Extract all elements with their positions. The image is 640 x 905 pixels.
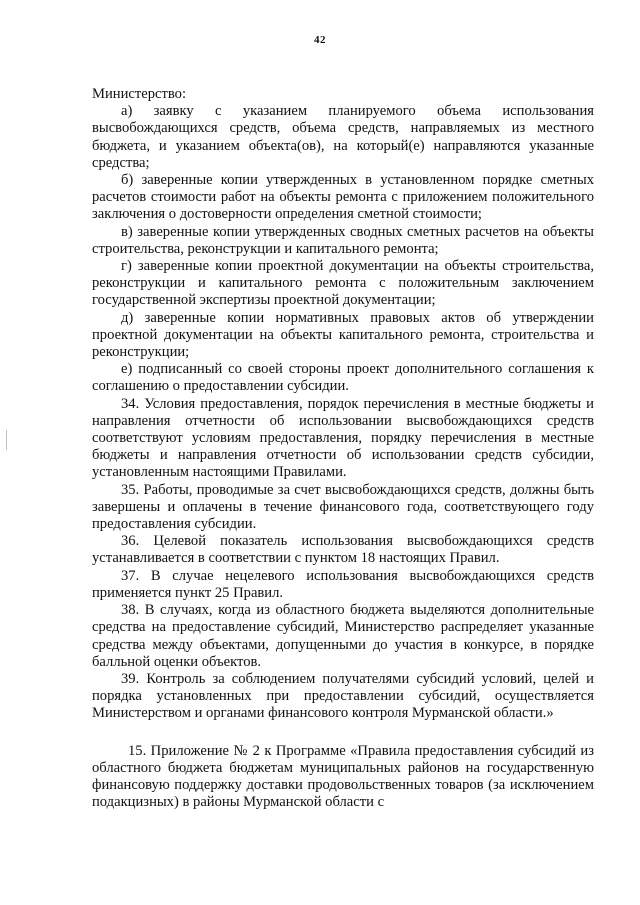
section-gap — [92, 723, 594, 743]
paragraph-36: 36. Целевой показатель использования высвобождающихся средств устанавливается в соответствии с пунктом 18 настоящих Правил. — [92, 533, 594, 567]
paragraph-item-b: б) заверенные копии утвержденных в установленном порядке сметных расчетов стоимости работ на объекты ремонта с приложением положительного заключения о достоверности определения сметной стоимости; — [92, 172, 594, 223]
paragraph-15-appendix: 15. Приложение № 2 к Программе «Правила предоставления субсидий из областного бюджета бюджетам муниципальных районов на государственную финансовую поддержку доставки продовольственных товаров (за исключением подакцизных) в районы Мурманской области с — [92, 742, 594, 811]
paragraph-34: 34. Условия предоставления, порядок перечисления в местные бюджеты и направления отчетности об использовании высвобождающихся средств соответствуют условиям предоставления, порядку перечисления в местные бюджеты и направления отчетности об использовании средств субсидии, установленным настоящими Правилами. — [92, 395, 594, 481]
paragraph-37: 37. В случае нецелевого использования высвобождающихся средств применяется пункт 25 Правил. — [92, 567, 594, 601]
scan-edge-mark — [6, 430, 7, 450]
page-number: 42 — [314, 34, 326, 46]
paragraph-item-d: д) заверенные копии нормативных правовых актов об утверждении проектной документации на объекты капитального ремонта, строительства и реконструкции; — [92, 309, 594, 361]
paragraph-35: 35. Работы, проводимые за счет высвобождающихся средств, должны быть завершены и оплачены в течение финансового года, соответствующего году предоставления субсидии. — [92, 481, 594, 533]
paragraph-item-a: а) заявку с указанием планируемого объема использования высвобождающихся средств, объема средств, направляемых из местного бюджета, и указанием объекта(ов), на который(е) направляются указанные средства; — [92, 103, 594, 171]
paragraph-39: 39. Контроль за соблюдением получателями субсидий условий, целей и порядка установленных при предоставлении субсидий, осуществляется Министерством и органами финансового контроля Мурманской области.» — [92, 670, 594, 722]
paragraph-38: 38. В случаях, когда из областного бюджета выделяются дополнительные средства на предоставление субсидий, Министерство распределяет указанные средства между объектами, допущенными до участия в конкурсе, в порядке балльной оценки объектов. — [92, 602, 594, 670]
paragraph-ministry-intro: Министерство: — [92, 86, 187, 102]
paragraph-item-e: е) подписанный со своей стороны проект дополнительного соглашения к соглашению о предоставлении субсидии. — [92, 361, 594, 395]
paragraph-item-g: г) заверенные копии проектной документации на объекты строительства, реконструкции и капитального ремонта с положительным заключением государственной экспертизы проектной документации; — [92, 258, 594, 309]
document-body — [92, 86, 594, 811]
paragraph-item-v: в) заверенные копии утвержденных сводных сметных расчетов на объекты строительства, реконструкции и капитального ремонта; — [92, 223, 594, 257]
